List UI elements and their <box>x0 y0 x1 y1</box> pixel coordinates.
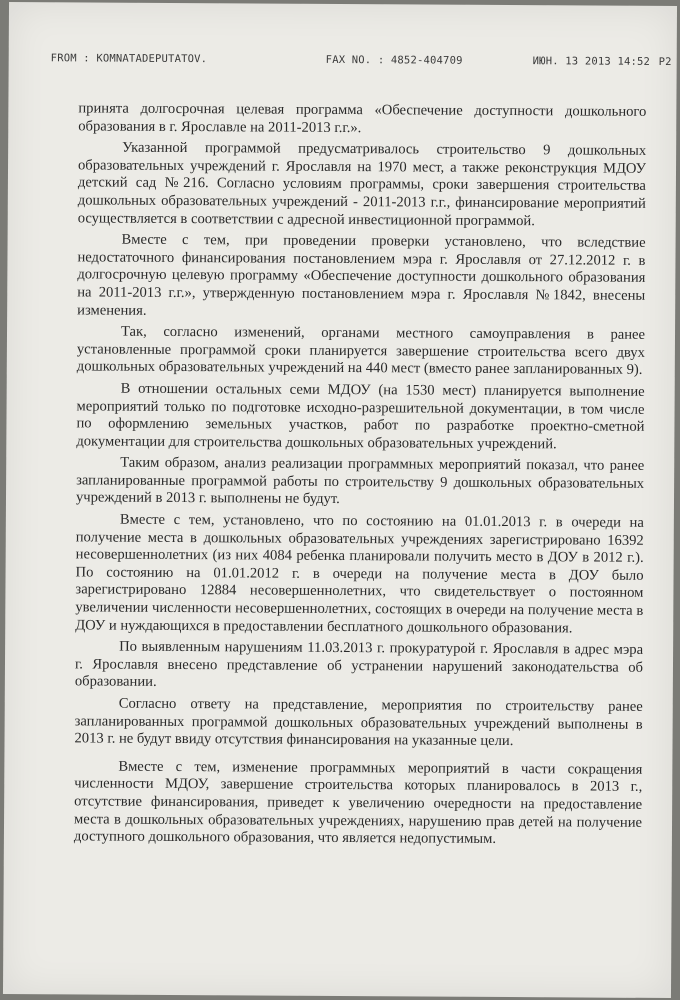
paragraph: Вместе с тем, изменение программных мероприятий в части сокращения численности МДОУ, завершение строительства которых планировалось в 2013 г., отсутствие финансирования, приведет к увеличению очередности на предоставление места в дошкольных образовательных учреждениях, нарушению прав детей на получение доступного дошкольного образования, что является недопустимым. <box>73 758 643 848</box>
fax-page-number: P2 <box>658 55 672 69</box>
paragraph: Указанной программой предусматривалось строительство 9 дошкольных образовательных учреждений г. Ярославля на 1970 мест, а также реконструкция МДОУ детский сад №216. Согласно условиям программы, сроки завершения строительства дошкольных образовательных учреждений - 2011-2013 г.г., финансирование мероприятий осуществляется в соответствии с адресной инвестиционной программой. <box>77 139 647 229</box>
paragraph: Вместе с тем, при проведении проверки установлено, что вследствие недостаточного финансирования постановлением мэра г. Ярославля от 27.12.2012 г. в долгосрочную целевую программу «Обеспечение доступности дошкольного образования на 2011-2013 г.г.», утвержденную постановлением мэра г. Ярославля №1842, внесены изменения. <box>77 231 646 319</box>
paragraph: В отношении остальных семи МДОУ (на 1530 мест) планируется выполнение мероприятий только по подготовке исходно-разрешительной документации, в том числе по оформлению земельных участков, работ по разработке проектно-сметной документации для строительства дошкольных образовательных учреждений. <box>76 380 645 453</box>
paragraph: принята долгосрочная целевая программа «Обеспечение доступности дошкольного образования в г. Ярославле на 2011-2013 г.г.». <box>78 100 647 136</box>
fax-from: FROM : KOMNATADEPUTATOV. <box>50 52 208 66</box>
paragraph: Вместе с тем, установлено, что по состоянию на 01.01.2013 г. в очереди на получение места в дошкольных образовательных учреждениях зарегистрировано 16392 несовершеннолетних (из них 4084 ребенка планировали получить место в ДОУ в 2012 г.). По состоянию на 01.01.2012 г. в очереди на получение места в ДОУ было зарегистрировано 12884 несовершеннолетних, что свидетельствует о постоянном увеличении численности несовершеннолетних, состоящих в очереди на получение места в ДОУ и нуждающихся в предоставлении бесплатного дошкольного образования. <box>75 511 644 637</box>
paragraph: Так, согласно изменений, органами местного самоуправления в ранее установленные программой сроки планируется завершение строительства всего двух дошкольных образовательных учреждений на 440 мест (вместо ранее запланированных 9). <box>76 323 646 379</box>
paragraph: По выявленным нарушениям 11.03.2013 г. прокуратурой г. Ярославля в адрес мэра г. Ярославля внесено представление об устранении нарушений законодательства об образовании. <box>74 638 644 691</box>
fax-page <box>3 2 677 998</box>
paragraph: Таким образом, анализ реализации программных мероприятий показал, что ранее запланированные программой работы по строительству 9 дошкольных образовательных учреждений в 2013 г. выполнены не будут. <box>75 454 645 508</box>
fax-header <box>51 52 680 78</box>
fax-date: ИЮН. 13 2013 14:52 <box>532 55 651 68</box>
fax-number: FAX NO. : 4852-404709 <box>325 53 463 67</box>
document-body <box>74 100 647 853</box>
paragraph: Согласно ответу на представление, мероприятия по строительству ранее запланированных программой дошкольных образовательных учреждений выполнены в 2013 г. не будут ввиду отсутствия финансирования на указанные цели. <box>74 695 643 750</box>
